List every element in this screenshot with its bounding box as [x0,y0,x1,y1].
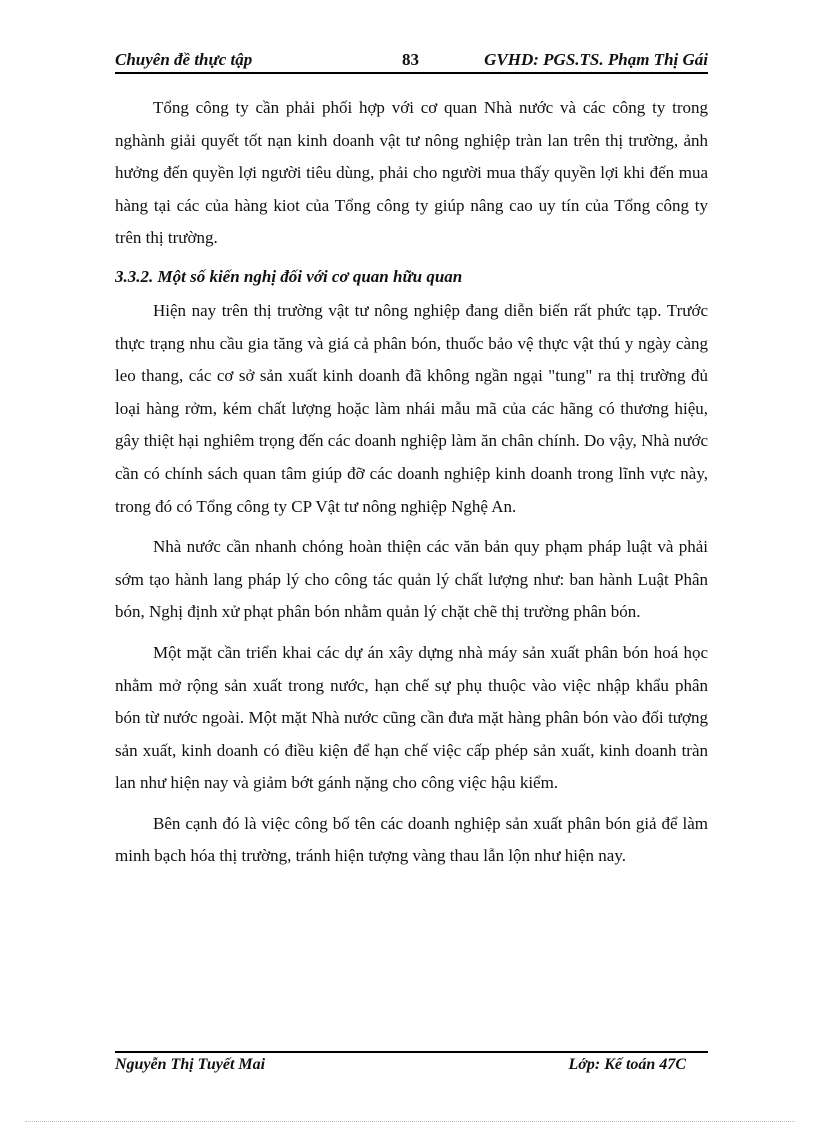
header-supervisor: GVHD: PGS.TS. Phạm Thị Gái [484,50,708,69]
page-footer [115,1056,708,1078]
footer-class: Lớp: Kế toán 47C [568,1056,686,1073]
paragraph-1: Tổng công ty cần phải phối hợp với cơ quan Nhà nước và các công ty trong nghành giải quyết tốt nạn kinh doanh vật tư nông nghiệp tràn lan trên thị trường, ảnh hưởng đến quyền lợi người tiêu dùng, phải cho người mua thấy quyền lợi khi đến mua hàng tại các của hàng kiot của Tổng công ty giúp nâng cao uy tín của Tổng công ty trên thị trường. [115,98,708,248]
page-header [115,48,708,74]
document-body [115,92,708,873]
footer-divider [115,1051,708,1053]
section-heading: 3.3.2. Một số kiến nghị đối với cơ quan hữu quan [115,266,463,286]
paragraph-2: Hiện nay trên thị trường vật tư nông nghiệp đang diễn biến rất phức tạp. Trước thực trạng nhu cầu gia tăng và giá cả phân bón, thuốc bảo vệ thực vật thú y ngày càng leo thang, các cơ sở sản xuất kinh doanh đã không ngần ngại "tung" ra thị trường đủ loại hàng rởm, kém chất lượng hoặc làm nhái mẫu mã của các hãng có thương hiệu, gây thiệt hại nghiêm trọng đến các doanh nghiệp làm ăn chân chính. Do vậy, Nhà nước cần có chính sách quan tâm giúp đỡ các doanh nghiệp kinh doanh trong lĩnh vực này, trong đó có Tổng công ty CP Vật tư nông nghiệp Nghệ An. [115,300,708,516]
paragraph-5: Bên cạnh đó là việc công bố tên các doanh nghiệp sản xuất phân bón giả để làm minh bạch hóa thị trường, tránh hiện tượng vàng thau lẫn lộn như hiện nay. [115,813,708,866]
page-bottom-edge [25,1121,795,1122]
header-report-title: Chuyên đề thực tập [115,50,253,69]
paragraph-3: Nhà nước cần nhanh chóng hoàn thiện các văn bản quy phạm pháp luật và phải sớm tạo hành lang pháp lý cho công tác quản lý chất lượng như: ban hành Luật Phân bón, Nghị định xử phạt phân bón nhằm quản lý chặt chẽ thị trường phân bón. [115,537,708,622]
footer-author: Nguyễn Thị Tuyết Mai [115,1056,266,1073]
paragraph-4: Một mặt cần triển khai các dự án xây dựng nhà máy sản xuất phân bón hoá học nhằm mở rộng sản xuất trong nước, hạn chế sự phụ thuộc vào việc nhập khẩu phân bón từ nước ngoài. Một mặt Nhà nước cũng cần đưa mặt hàng phân bón vào đối tượng sản xuất, kinh doanh có điều kiện để hạn chế việc cấp phép sản xuất, kinh doanh tràn lan như hiện nay và giảm bớt gánh nặng cho công việc hậu kiểm. [115,642,708,793]
page-number: 83 [402,50,419,69]
